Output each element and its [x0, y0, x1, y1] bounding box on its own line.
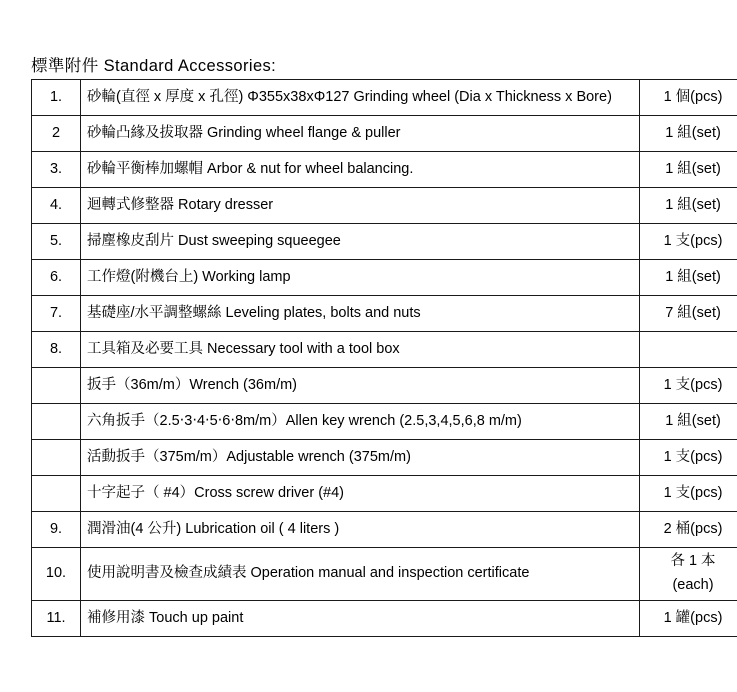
row-number: 3. — [32, 152, 81, 188]
row-description: 補修用漆 Touch up paint — [81, 600, 640, 636]
row-description: 迴轉式修整器 Rotary dresser — [81, 188, 640, 224]
row-number: 1. — [32, 80, 81, 116]
row-number: 5. — [32, 224, 81, 260]
table-row — [32, 188, 737, 224]
row-description: 砂輪凸緣及拔取器 Grinding wheel flange & puller — [81, 116, 640, 152]
row-quantity: 1 支(pcs) — [640, 476, 737, 512]
row-quantity: 1 組(set) — [640, 152, 737, 188]
row-description: 六角扳手（2.5‧3‧4‧5‧6‧8m/m）Allen key wrench (2.5,3,4,5,6,8 m/m) — [81, 404, 640, 440]
table-row — [32, 80, 737, 116]
row-quantity: 1 組(set) — [640, 404, 737, 440]
row-number — [32, 404, 81, 440]
row-description: 十字起子（ #4）Cross screw driver (#4) — [81, 476, 640, 512]
row-number: 8. — [32, 332, 81, 368]
table-row — [32, 404, 737, 440]
row-description: 工具箱及必要工具 Necessary tool with a tool box — [81, 332, 640, 368]
row-number: 4. — [32, 188, 81, 224]
row-quantity: 1 個(pcs) — [640, 80, 737, 116]
table-row — [32, 600, 737, 636]
row-quantity: 2 桶(pcs) — [640, 512, 737, 548]
standard-accessories-table — [31, 79, 737, 637]
row-description: 使用說明書及檢查成績表 Operation manual and inspection certificate — [81, 548, 640, 601]
row-quantity — [640, 548, 737, 601]
row-number: 11. — [32, 600, 81, 636]
table-row — [32, 512, 737, 548]
row-quantity: 7 組(set) — [640, 296, 737, 332]
row-description: 掃塵橡皮刮片 Dust sweeping squeegee — [81, 224, 640, 260]
table-row — [32, 260, 737, 296]
row-number: 9. — [32, 512, 81, 548]
table-row — [32, 116, 737, 152]
table-row — [32, 224, 737, 260]
row-description: 砂輪(直徑 x 厚度 x 孔徑) Φ355x38xΦ127 Grinding wheel (Dia x Thickness x Bore) — [81, 80, 640, 116]
table-row — [32, 440, 737, 476]
row-number: 10. — [32, 548, 81, 601]
row-quantity-line-2: (each) — [672, 576, 714, 593]
row-description: 基礎座/水平調整螺絲 Leveling plates, bolts and nuts — [81, 296, 640, 332]
row-quantity: 1 支(pcs) — [640, 440, 737, 476]
row-number: 2 — [32, 116, 81, 152]
row-description: 扳手（36m/m）Wrench (36m/m) — [81, 368, 640, 404]
row-description: 潤滑油(4 公升) Lubrication oil ( 4 liters ) — [81, 512, 640, 548]
row-number: 6. — [32, 260, 81, 296]
table-row — [32, 152, 737, 188]
row-number — [32, 476, 81, 512]
row-quantity — [640, 332, 737, 368]
row-quantity: 1 支(pcs) — [640, 368, 737, 404]
row-number: 7. — [32, 296, 81, 332]
table-row — [32, 476, 737, 512]
row-quantity: 1 組(set) — [640, 116, 737, 152]
row-quantity: 1 罐(pcs) — [640, 600, 737, 636]
row-quantity: 1 組(set) — [640, 188, 737, 224]
table-row — [32, 368, 737, 404]
row-quantity: 1 支(pcs) — [640, 224, 737, 260]
table-row — [32, 296, 737, 332]
row-quantity: 1 組(set) — [640, 260, 737, 296]
row-description: 活動扳手（375m/m）Adjustable wrench (375m/m) — [81, 440, 640, 476]
row-number — [32, 368, 81, 404]
page-title: 標準附件 Standard Accessories: — [31, 57, 277, 75]
row-description: 砂輪平衡棒加螺帽 Arbor & nut for wheel balancing. — [81, 152, 640, 188]
row-number — [32, 440, 81, 476]
row-description: 工作燈(附機台上) Working lamp — [81, 260, 640, 296]
row-quantity-line-1: 各 1 本 — [670, 553, 716, 569]
table-row — [32, 548, 737, 601]
table-row — [32, 332, 737, 368]
